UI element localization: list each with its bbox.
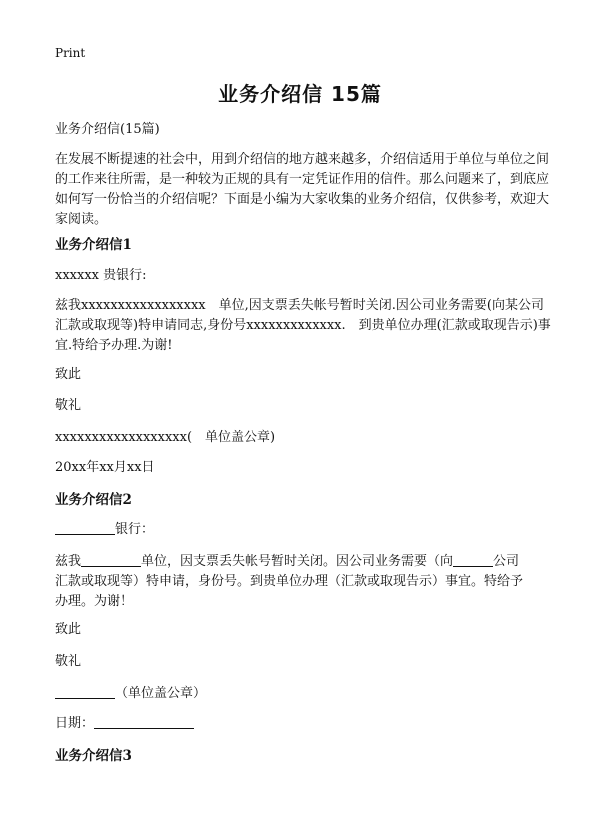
letter2-heading: 业务介绍信2	[55, 492, 132, 508]
date-blank	[94, 714, 194, 729]
print-label[interactable]: Print	[55, 46, 86, 60]
letter2-salutation-text: 银行：	[115, 522, 155, 537]
letter2-body-part3: 公司	[493, 554, 520, 569]
letter2-body-part1: 兹我	[55, 554, 82, 569]
letter2-signature	[55, 684, 555, 704]
page-title: 业务介绍信 15篇	[218, 82, 382, 106]
letter3-heading: 业务介绍信3	[55, 748, 132, 764]
letter1-body: 兹我xxxxxxxxxxxxxxxxx 单位,因支票丢失帐号暂时关闭.因公司业务需要(向某公司汇款或取现等)特申请同志,身份号xxxxxxxxxxxxx. 到贵单位办理(汇款或取现告示)事宜.特给予办理.为谢!	[55, 298, 551, 353]
company-name-blank	[453, 552, 493, 567]
letter2-date	[55, 714, 555, 734]
intro-subtitle: 业务介绍信(15篇)	[55, 122, 160, 137]
letter2-signature-text: （单位盖公章）	[115, 686, 207, 701]
letter2-body-line3: 办理。为谢！	[55, 594, 134, 609]
letter2-body	[55, 552, 555, 612]
letter2-body-part2: 单位，因支票丢失帐号暂时关闭。因公司业务需要（向	[141, 554, 454, 569]
letter1-signature: xxxxxxxxxxxxxxxxxx( 单位盖公章)	[55, 430, 276, 445]
letter2-body-line2: 汇款或取现等）特申请，身份号。到贵单位办理（汇款或取现告示）事宜。特给予	[55, 574, 524, 589]
letter1-regards: 敬礼	[55, 398, 82, 413]
letter1-heading: 业务介绍信1	[55, 237, 132, 253]
letter1-salutation: xxxxxx 贵银行:	[55, 268, 147, 283]
letter2-regards: 敬礼	[55, 654, 82, 669]
letter2-salutation	[55, 520, 555, 540]
bank-name-blank	[55, 520, 115, 535]
letter2-body-line1	[55, 552, 555, 572]
letter1-date: 20xx年xx月xx日	[55, 460, 155, 475]
letter1-closing: 致此	[55, 367, 82, 382]
signature-blank	[55, 684, 115, 699]
unit-name-blank	[81, 552, 141, 567]
letter2-date-label: 日期：	[55, 716, 95, 731]
intro-paragraph: 在发展不断提速的社会中，用到介绍信的地方越来越多，介绍信适用于单位与单位之间的工作来往所需，是一种较为正规的具有一定凭证作用的信件。那么问题来了，到底应如何写一份恰当的介绍信呢？下面是小编为大家收集的业务介绍信，仅供参考，欢迎大家阅读。	[55, 152, 550, 227]
letter2-closing: 致此	[55, 622, 82, 637]
